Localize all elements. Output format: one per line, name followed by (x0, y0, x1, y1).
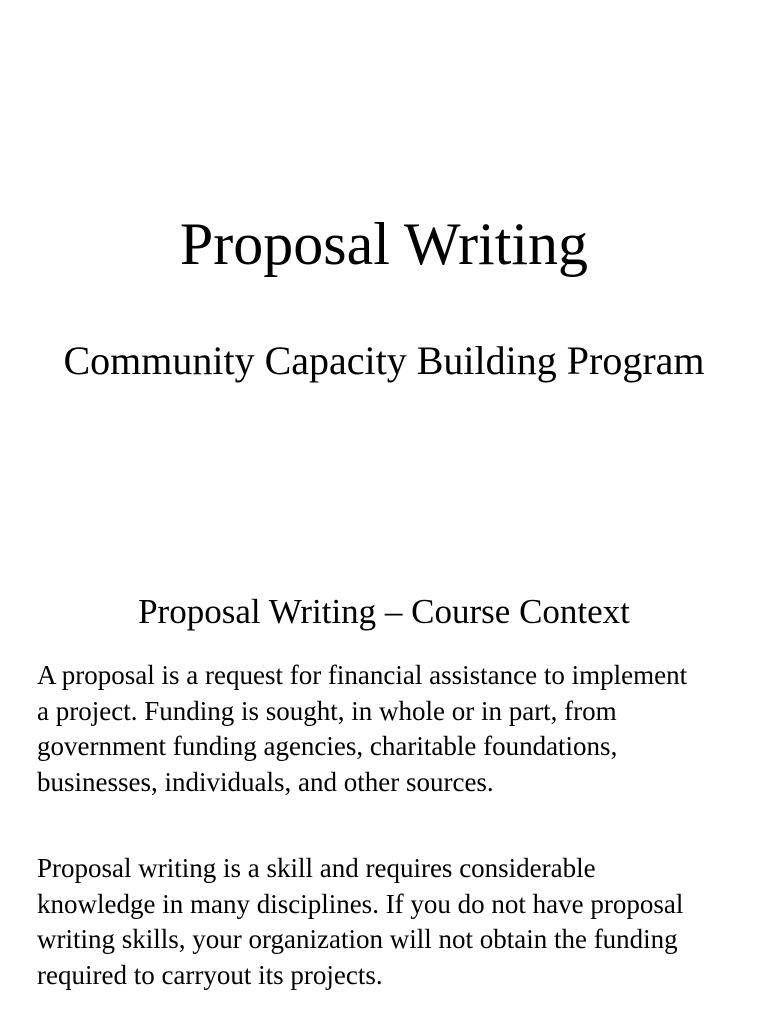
paragraph-line: government funding agencies, charitable foundations, (37, 731, 618, 761)
paragraph-line: businesses, individuals, and other sources. (37, 766, 494, 797)
paragraph-line: Proposal writing is a skill and requires considerable (37, 853, 596, 883)
paragraph-line: A proposal is a request for financial assistance to implement (37, 660, 688, 690)
paragraph-line: a project. Funding is sought, in whole or in part, from (37, 695, 617, 726)
paragraph-line: writing skills, your organization will not obtain the funding (37, 924, 678, 954)
paragraph-line: required to carryout its projects. (37, 959, 383, 990)
section-heading: Proposal Writing – Course Context (138, 592, 630, 631)
paragraph-skills (37, 851, 762, 993)
page-subtitle: Community Capacity Building Program (63, 338, 705, 383)
paragraph-line: knowledge in many disciplines. If you do not have proposal (37, 888, 684, 919)
page-title: Proposal Writing (179, 211, 589, 277)
paragraph-definition (37, 658, 762, 800)
